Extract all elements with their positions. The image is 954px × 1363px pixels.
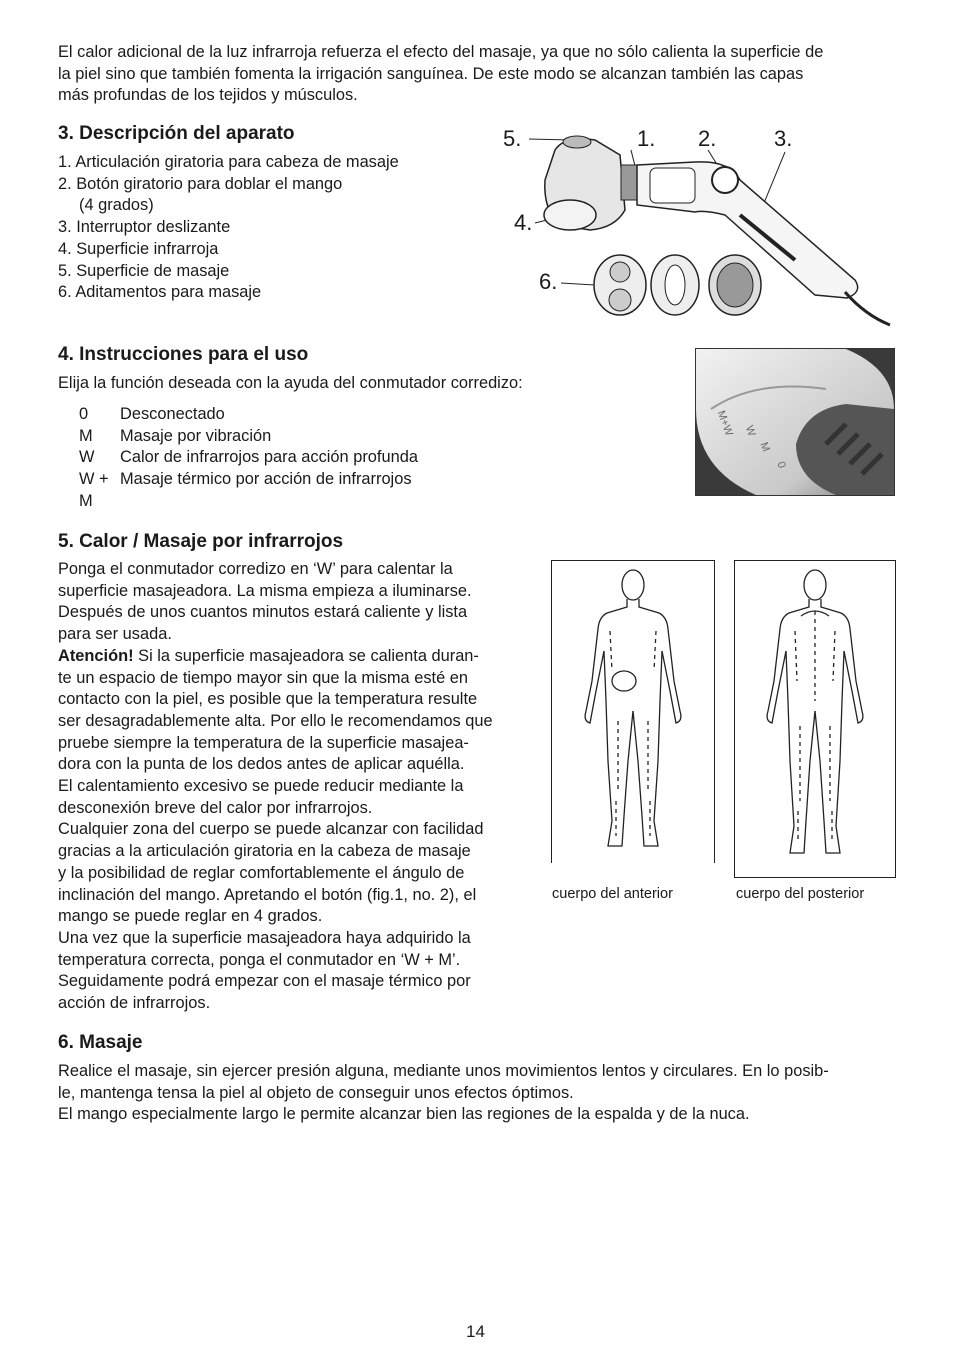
text-line: y la posibilidad de reglar comfortablemente el ángulo de — [58, 863, 465, 882]
text-line: contacto con la piel, es posible que la temperatura resulte — [58, 690, 478, 709]
text-line: mango se puede reglar en 4 grados. — [58, 907, 323, 926]
intro-paragraph — [58, 42, 898, 107]
section-4-title: 4. Instrucciones para el uso — [58, 344, 309, 365]
text-line: acción de infrarrojos. — [58, 994, 211, 1013]
text-line: Después de unos cuantos minutos estará caliente y lista — [58, 603, 468, 622]
text-line: Una vez que la superficie masajeadora haya adquirido la — [58, 928, 471, 947]
text-line: te un espacio de tiempo mayor sin que la misma esté en — [58, 668, 468, 687]
list-item: 6. Aditamentos para masaje — [58, 283, 262, 302]
text-line: temperatura correcta, ponga el conmutador en ‘W + M’. — [58, 950, 461, 969]
mode-row — [58, 426, 618, 448]
text-line: Cualquier zona del cuerpo se puede alcanzar con facilidad — [58, 820, 484, 839]
intro-line: más profundas de los tejidos y músculos. — [58, 86, 358, 105]
mode-row — [58, 447, 618, 469]
list-item: 2. Botón giratorio para doblar el mango — [58, 174, 343, 193]
switch-photo — [695, 348, 895, 496]
attention-label: Atención! — [58, 646, 134, 665]
attention-line — [58, 646, 538, 668]
attention-text: Si la superficie masajeadora se calienta duran- — [133, 646, 479, 665]
list-item: 3. Interruptor deslizante — [58, 218, 231, 237]
text-line: gracias a la articulación giratoria en la cabeza de masaje — [58, 842, 471, 861]
mode-key: W + M — [79, 470, 109, 510]
list-item: 5. Superficie de masaje — [58, 261, 230, 280]
text-line: para ser usada. — [58, 625, 172, 644]
text-line: Ponga el conmutador corredizo en ‘W’ para calentar la — [58, 560, 453, 578]
figure-label-2: 2. — [698, 126, 717, 151]
mode-key: M — [79, 426, 93, 445]
massager-illustration — [495, 120, 895, 335]
text-line: superficie masajeadora. La misma empieza a iluminarse. — [58, 581, 472, 600]
figure-label-1: 1. — [637, 126, 656, 151]
body-front-illustration — [552, 561, 714, 863]
section-6-text — [58, 1061, 908, 1126]
intro-line: El calor adicional de la luz infrarroja refuerza el efecto del masaje, ya que no sólo calienta la superficie de — [58, 43, 824, 61]
figure-label-3: 3. — [774, 126, 793, 151]
mode-key: W — [79, 448, 95, 467]
section-5-text — [58, 559, 538, 1015]
mode-desc: Calor de infrarrojos para acción profunda — [120, 448, 418, 467]
section-4-intro: Elija la función deseada con la ayuda del conmutador corredizo: — [58, 374, 523, 392]
section-5-title: 5. Calor / Masaje por infrarrojos — [58, 531, 344, 552]
photo-mark-wm: M+W — [714, 409, 735, 438]
section-3-title: 3. Descripción del aparato — [58, 123, 295, 144]
intro-line: la piel sino que también fomenta la irrigación sanguínea. De este modo se alcanzan también las capas — [58, 64, 804, 83]
text-line: inclinación del mango. Apretando el botón (fig.1, no. 2), el — [58, 885, 477, 904]
text-line: pruebe siempre la temperatura de la superficie masajea- — [58, 733, 469, 752]
mode-row — [58, 469, 618, 512]
text-line: dora con la punta de los dedos antes de aplicar aquélla. — [58, 755, 465, 774]
body-back-figure — [734, 560, 896, 878]
text-line: El mango especialmente largo le permite alcanzar bien las regiones de la espalda y de la nuca. — [58, 1105, 750, 1124]
figure-label-6: 6. — [539, 269, 558, 294]
figure-label-4: 4. — [514, 210, 533, 235]
figure-label-5: 5. — [503, 126, 522, 151]
photo-mark-0: 0 — [774, 460, 788, 470]
mode-row — [58, 404, 618, 426]
mode-desc: Desconectado — [120, 405, 225, 423]
list-item: (4 grados) — [79, 196, 154, 215]
photo-mark-m: M — [757, 440, 772, 454]
mode-desc: Masaje térmico por acción de infrarrojos — [120, 470, 412, 489]
list-item: 4. Superficie infrarroja — [58, 239, 219, 258]
body-front-figure — [551, 560, 715, 863]
text-line: le, mantenga tensa la piel al objeto de conseguir unos efectos óptimos. — [58, 1083, 574, 1102]
device-figure — [495, 120, 895, 335]
section-3-list — [58, 152, 478, 304]
text-line: El calentamiento excesivo se puede reducir mediante la — [58, 777, 464, 796]
mode-desc: Masaje por vibración — [120, 426, 272, 445]
page-number: 14 — [466, 1322, 485, 1341]
body-back-illustration — [735, 561, 895, 877]
list-item: 1. Articulación giratoria para cabeza de masaje — [58, 153, 399, 171]
mode-key: 0 — [79, 405, 89, 423]
mode-table — [58, 404, 618, 513]
text-line: desconexión breve del calor por infrarrojos. — [58, 798, 373, 817]
section-6-title: 6. Masaje — [58, 1032, 143, 1053]
caption-front: cuerpo del anterior — [552, 886, 673, 902]
text-line: Realice el masaje, sin ejercer presión alguna, mediante unos movimientos lentos y circulares. En lo posib- — [58, 1062, 829, 1080]
text-line: Seguidamente podrá empezar con el masaje térmico por — [58, 972, 471, 991]
photo-mark-w: W — [742, 424, 758, 438]
caption-back: cuerpo del posterior — [736, 886, 865, 902]
text-line: ser desagradablemente alta. Por ello le recomendamos que — [58, 711, 493, 730]
